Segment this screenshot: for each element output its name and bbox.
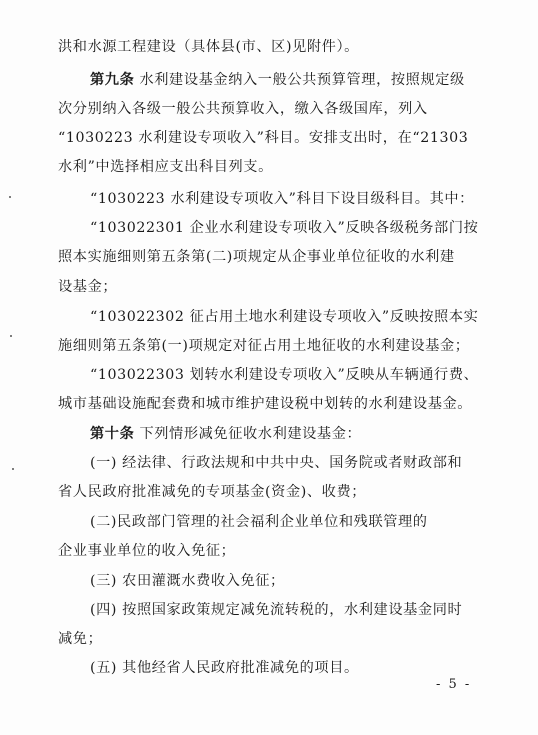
line-text: 照本实施细则第五条第(二)项规定从企事业单位征收的水利建 — [58, 249, 455, 265]
text-line — [90, 658, 359, 678]
text-line — [90, 600, 462, 620]
text-line — [58, 157, 273, 177]
text-line — [58, 247, 455, 267]
scan-speck — [12, 468, 14, 470]
line-text: (三) 农田灌溉水费收入免征； — [90, 573, 285, 589]
text-line — [90, 365, 478, 385]
line-text: “103022302 征占用土地水利建设专项收入”反映按照本实 — [90, 309, 479, 325]
line-text: “103022301 企业水利建设专项收入”反映各级税务部门按 — [90, 220, 479, 236]
line-text: 洪和水源工程建设（具体县(市、区)见附件）。 — [58, 39, 359, 55]
line-text: 下列情形减免征收水利建设基金： — [134, 426, 362, 442]
line-text: 次分别纳入各级一般公共预算收入，缴入各级国库，列入 — [58, 101, 428, 117]
line-text: “103022303 划转水利建设专项收入”反映从车辆通行费、 — [90, 367, 479, 383]
line-text: 施细则第五条第(一)项规定对征占用土地征收的水利建设基金； — [58, 338, 470, 354]
text-line — [58, 99, 428, 119]
text-line — [58, 37, 488, 57]
text-line — [58, 394, 472, 414]
text-line — [90, 512, 428, 532]
text-line — [58, 541, 235, 561]
text-line — [90, 424, 361, 444]
line-text: 企业事业单位的收入免征； — [58, 543, 236, 559]
text-line — [58, 482, 366, 502]
line-text: 水利”中选择相应支出科目列支。 — [58, 159, 273, 175]
text-line — [58, 128, 468, 148]
line-text: 设基金； — [58, 279, 118, 295]
text-line — [90, 453, 462, 473]
article-heading: 第九条 — [90, 72, 135, 88]
text-line — [58, 336, 470, 356]
line-text: 水利建设基金纳入一般公共预算管理，按照规定级 — [134, 72, 465, 88]
line-text: 城市基础设施配套费和城市维护建设税中划转的水利建设基金。 — [58, 396, 473, 412]
line-text: 省人民政府批准减免的专项基金(资金)、收费； — [58, 484, 367, 500]
text-line — [90, 189, 474, 209]
text-line — [90, 218, 478, 238]
line-text: (二)民政部门管理的社会福利企业单位和残联管理的 — [90, 514, 428, 530]
text-line — [90, 571, 285, 591]
page-number: - 5 - — [436, 677, 472, 692]
text-line — [58, 629, 102, 649]
scan-speck — [9, 196, 11, 198]
line-text: (四) 按照国家政策规定减免流转税的，水利建设基金同时 — [90, 602, 463, 618]
line-text: 减免； — [58, 631, 103, 647]
line-text: (五) 其他经省人民政府批准减免的项目。 — [90, 660, 359, 676]
line-text: (一) 经法律、行政法规和中共中央、国务院或者财政部和 — [90, 455, 463, 471]
line-text: “1030223 水利建设专项收入”科目。安排支出时，在“21303 — [58, 130, 469, 146]
text-line — [58, 277, 117, 297]
text-line — [90, 307, 478, 327]
text-line — [90, 70, 465, 90]
article-heading: 第十条 — [90, 426, 135, 442]
scan-speck — [10, 335, 12, 337]
line-text: “1030223 水利建设专项收入”科目下设目级科目。其中： — [90, 191, 474, 207]
